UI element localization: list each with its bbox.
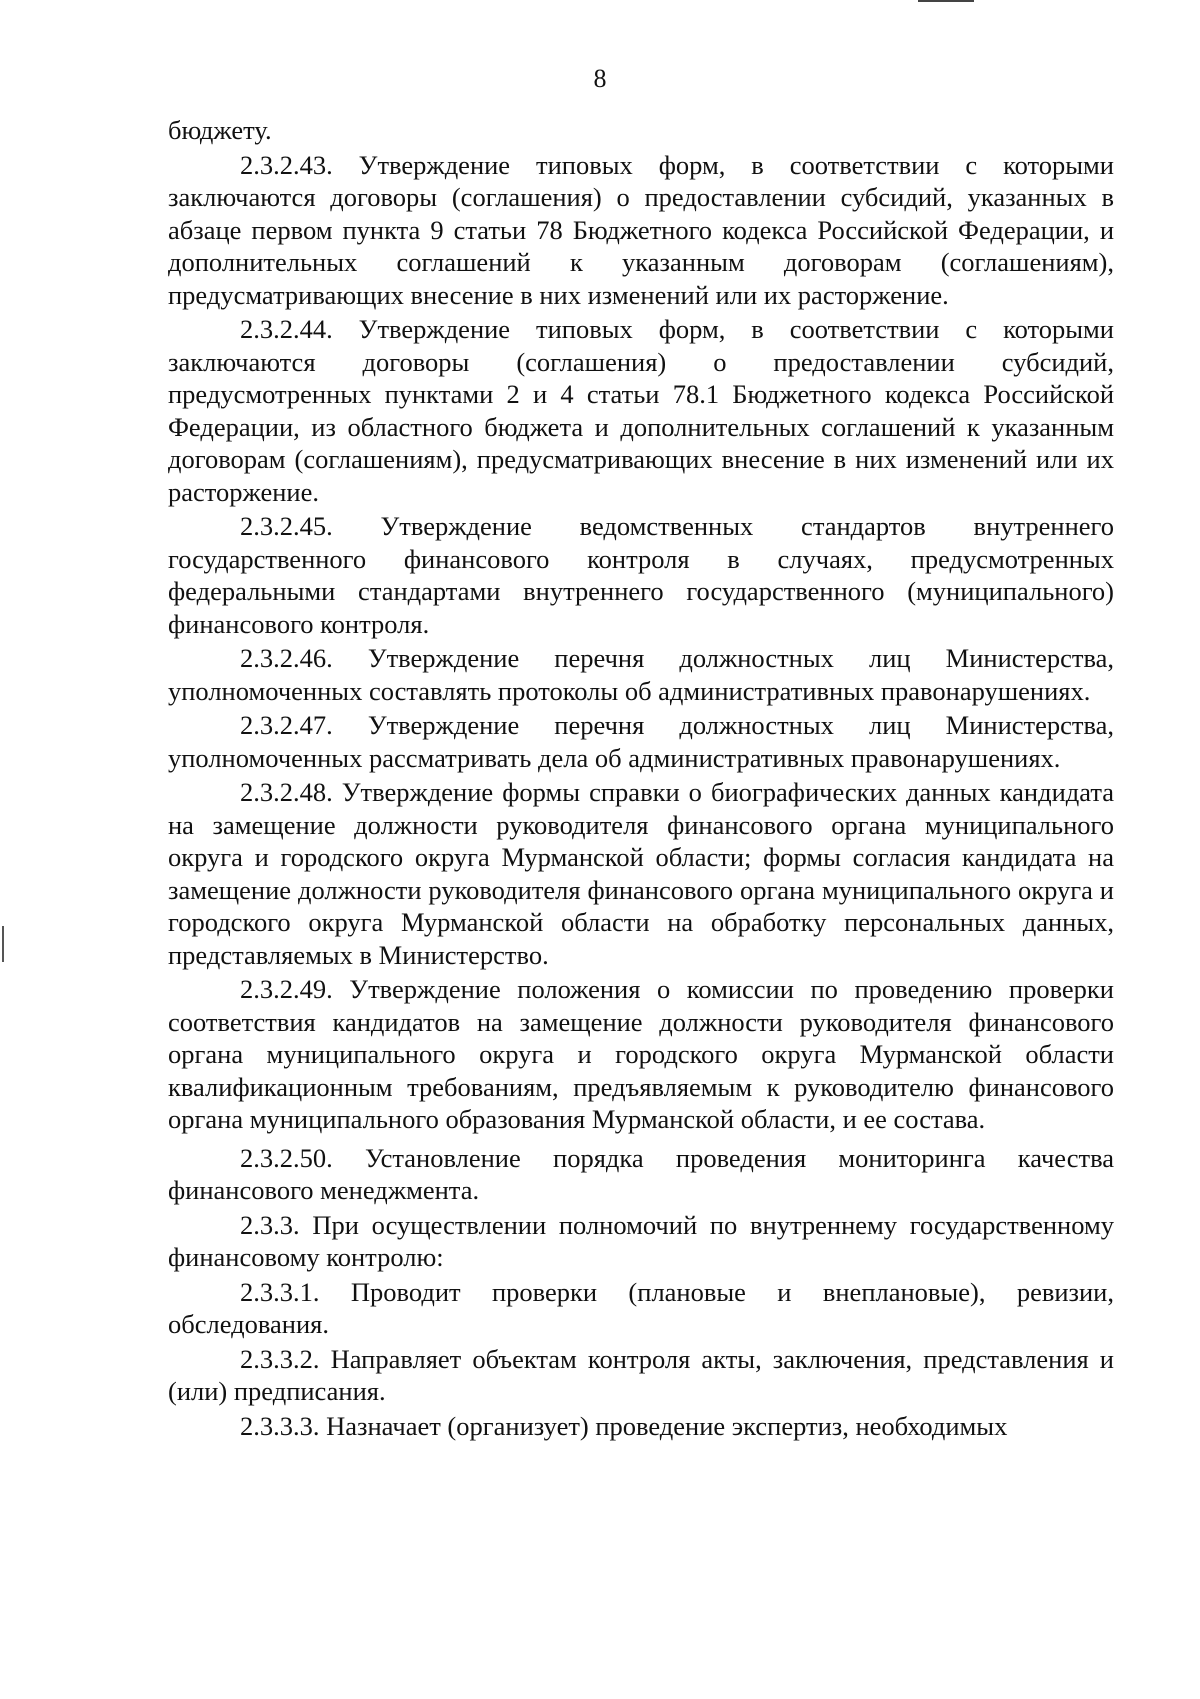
paragraph-2-3-3-1: 2.3.3.1. Проводит проверки (плановые и внеплановые), ревизии, обследования. — [168, 1276, 1114, 1339]
paragraph-2-3-2-46: 2.3.2.46. Утверждение перечня должностных лиц Министерства, уполномоченных составлять протоколы об административных правонарушениях. — [168, 643, 1114, 706]
paragraph-2-3-2-44: 2.3.2.44. Утверждение типовых форм, в соответствии с которыми заключаются договоры (соглашения) о предоставлении субсидий, предусмотренных пунктами 2 и 4 статьи 78.1 Бюджетного кодекса Российской Федерации, из областного бюджета и дополнительных соглашений к указанным договорам (соглашениям), предусматривающих внесение в них изменений или их расторжение. — [168, 314, 1114, 507]
paragraph-2-3-2-45: 2.3.2.45. Утверждение ведомственных стандартов внутреннего государственного финансового контроля в случаях, предусмотренных федеральными стандартами внутреннего государственного (муниципального) финансового контроля. — [168, 511, 1114, 639]
paragraph-2-3-2-49: 2.3.2.49. Утверждение положения о комиссии по проведению проверки соответствия кандидатов на замещение должности руководителя финансового органа муниципального округа и городского округа Мурманской области квалификационным требованиям, предъявляемым к руководителю финансового органа муниципального образования Мурманской области, и ее состава. — [168, 974, 1114, 1134]
document-body — [168, 114, 1114, 1444]
paragraph-continuation: бюджету. — [168, 115, 272, 145]
paragraph-2-3-3-3: 2.3.3.3. Назначает (организует) проведение экспертиз, необходимых — [240, 1410, 1008, 1441]
paragraph-2-3-3: 2.3.3. При осуществлении полномочий по внутреннему государственному финансовому контролю: — [168, 1209, 1114, 1272]
paragraph-2-3-2-48: 2.3.2.48. Утверждение формы справки о биографических данных кандидата на замещение должности руководителя финансового органа муниципального округа и городского округа Мурманской области; формы согласия кандидата на замещение должности руководителя финансового органа муниципального округа и городского округа Мурманской области на обработку персональных данных, представляемых в Министерство. — [168, 777, 1114, 970]
paragraph-2-3-2-47: 2.3.2.47. Утверждение перечня должностных лиц Министерства, уполномоченных рассматривать дела об административных правонарушениях. — [168, 710, 1114, 773]
scan-artifact-left — [2, 926, 4, 962]
scan-artifact-top — [918, 0, 974, 2]
paragraph-2-3-2-50: 2.3.2.50. Установление порядка проведения мониторинга качества финансового менеджмента. — [168, 1142, 1114, 1205]
paragraph-2-3-3-2: 2.3.3.2. Направляет объектам контроля акты, заключения, представления и (или) предписания. — [168, 1343, 1114, 1406]
paragraph-2-3-2-43: 2.3.2.43. Утверждение типовых форм, в соответствии с которыми заключаются договоры (соглашения) о предоставлении субсидий, указанных в абзаце первом пункта 9 статьи 78 Бюджетного кодекса Российской Федерации, и дополнительных соглашений к указанным договорам (соглашениям), предусматривающих внесение в них изменений или их расторжение. — [168, 149, 1114, 310]
page-number: 8 — [593, 64, 607, 93]
